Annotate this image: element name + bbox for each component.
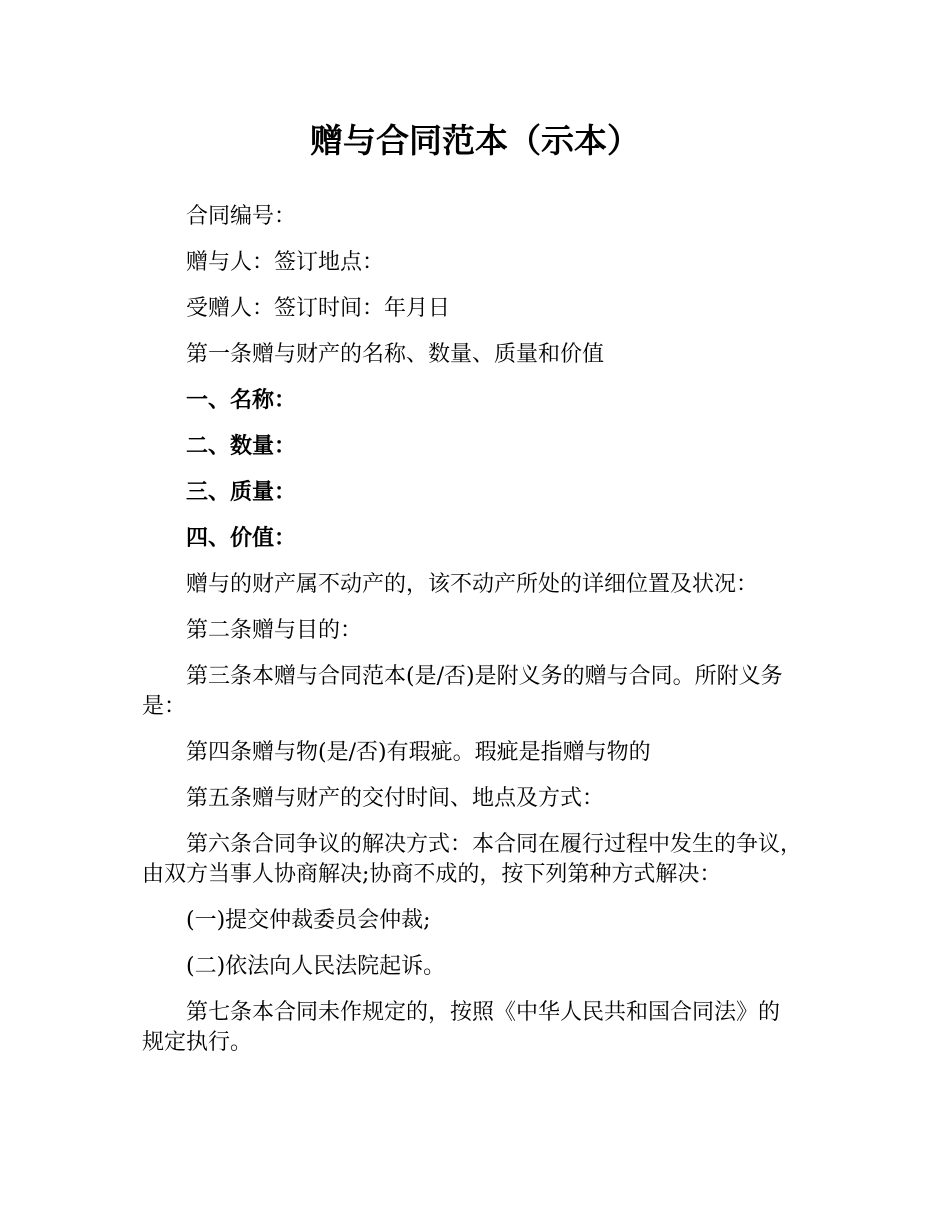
article-5: 第五条赠与财产的交付时间、地点及方式： [186,786,605,811]
item-value: 四、价值： [186,526,297,551]
article-3: 第三条本赠与合同范本(是/否)是附义务的赠与合同。所附义务是： [142,664,783,719]
document-body [142,202,822,1074]
item-quality: 三、质量： [186,480,297,505]
real-estate-clause: 赠与的财产属不动产的，该不动产所处的详细位置及状况： [186,572,759,597]
article-7: 第七条本合同未作规定的，按照《中华人民共和国合同法》的规定执行。 [142,1000,781,1055]
option-2: (二)依法向人民法院起诉。 [186,954,446,979]
article-4: 第四条赠与物(是/否)有瑕疵。瑕疵是指赠与物的 [186,740,651,765]
donee-signing-time: 受赠人：签订时间：年月日 [186,296,451,321]
item-name: 一、名称： [186,388,297,413]
donor-signing-place: 赠与人：签订地点： [186,250,385,275]
item-quantity: 二、数量： [186,434,297,459]
option-1: (一)提交仲裁委员会仲裁; [186,908,431,933]
page-title: 赠与合同范本（示本） [310,121,640,160]
article-2: 第二条赠与目的： [186,618,363,643]
article-1-heading: 第一条赠与财产的名称、数量、质量和价值 [186,342,605,367]
article-6: 第六条合同争议的解决方式：本合同在履行过程中发生的争议，由双方当事人协商解决;协商不成的，按下列第种方式解决： [142,832,803,887]
contract-number: 合同编号： [186,204,297,229]
